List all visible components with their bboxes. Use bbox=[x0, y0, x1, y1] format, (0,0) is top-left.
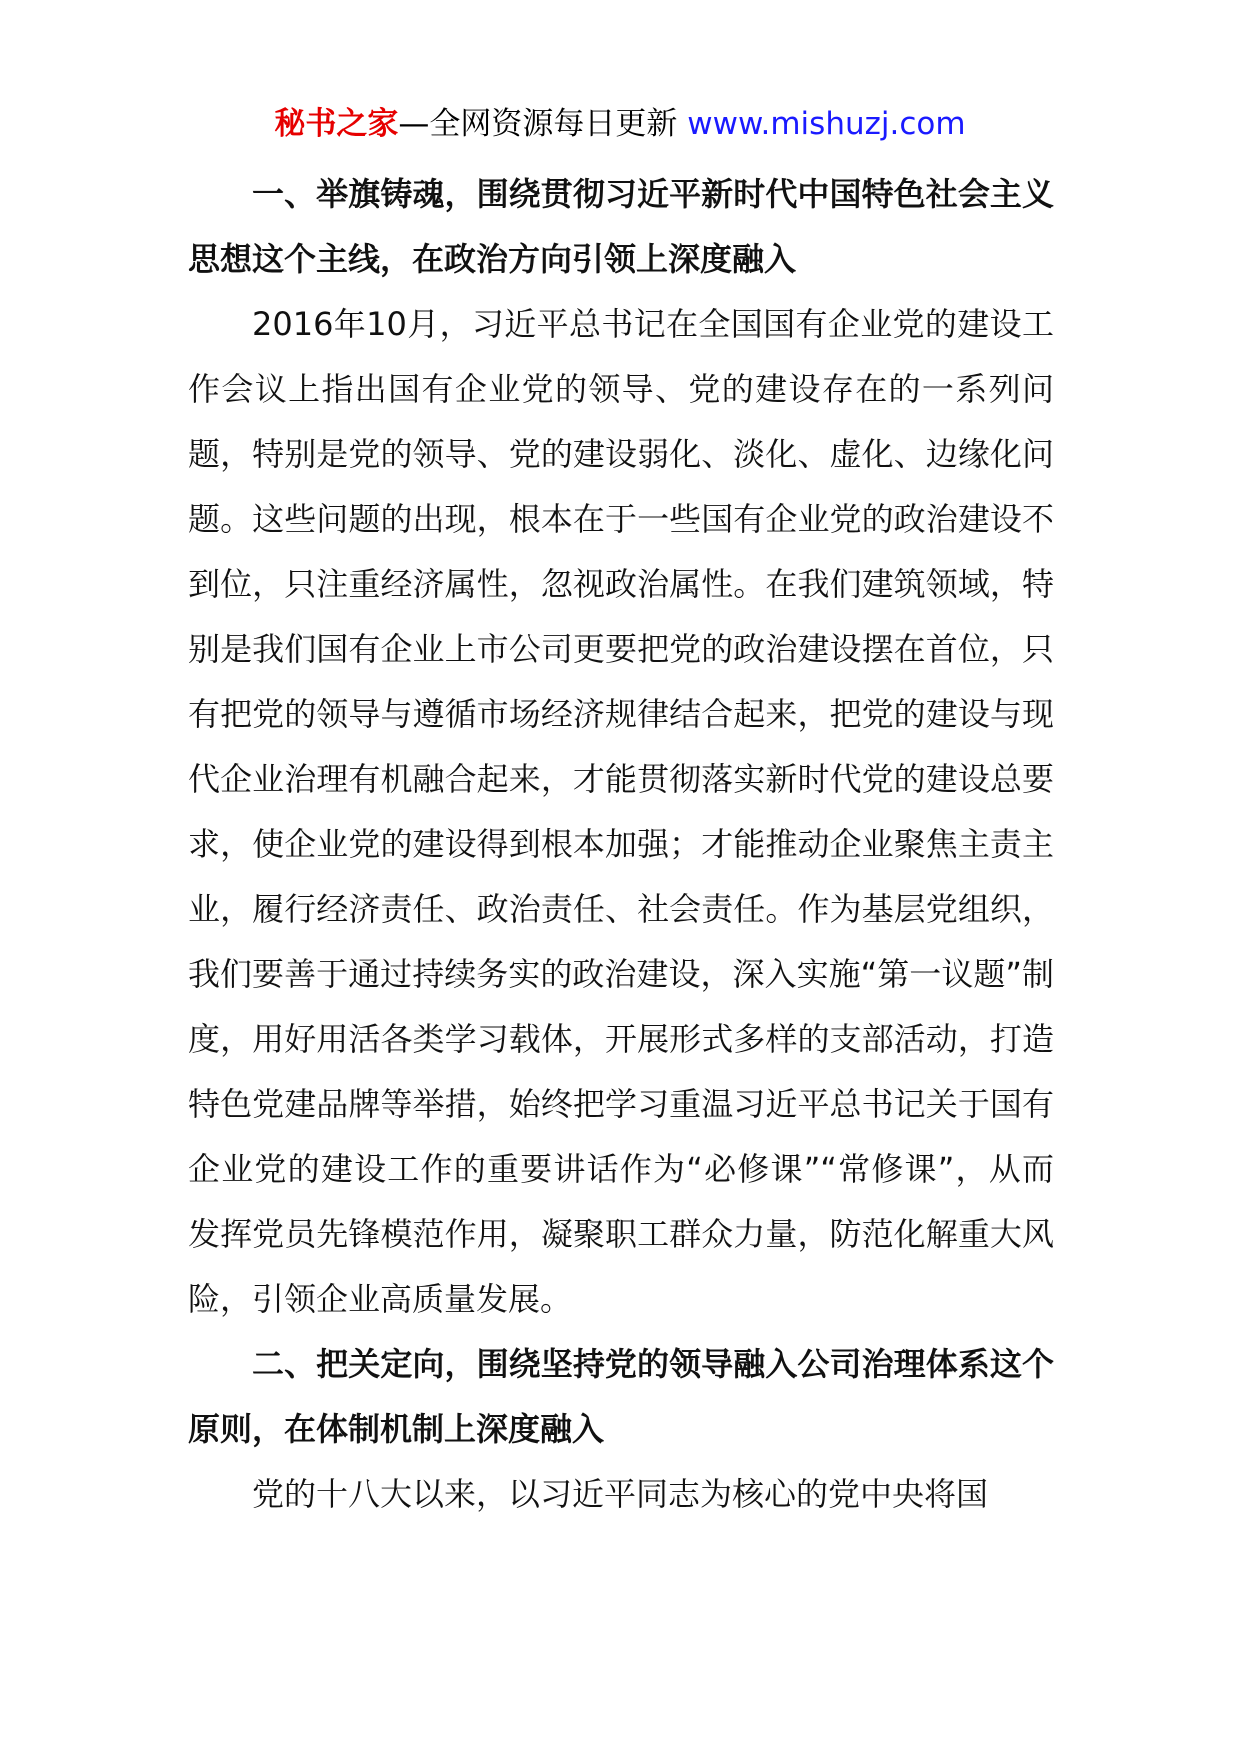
section-heading-1: 一、举旗铸魂，围绕贯彻习近平新时代中国特色社会主义思想这个主线，在政治方向引领上深度融入 bbox=[188, 175, 1054, 278]
document-body bbox=[188, 162, 1054, 1527]
paragraph-2: 党的十八大以来，以习近平同志为核心的党中央将国 bbox=[252, 1475, 989, 1513]
paragraph-1: 2016年10月，习近平总书记在全国国有企业党的建设工作会议上指出国有企业党的领导、党的建设存在的一系列问题，特别是党的领导、党的建设弱化、淡化、虚化、边缘化问题。这些问题的出现，根本在于一些国有企业党的政治建设不到位，只注重经济属性，忽视政治属性。在我们建筑领域，特别是我们国有企业上市公司更要把党的政治建设摆在首位，只有把党的领导与遵循市场经济规律结合起来，把党的建设与现代企业治理有机融合起来，才能贯彻落实新时代党的建设总要求，使企业党的建设得到根本加强；才能推动企业聚焦主责主业，履行经济责任、政治责任、社会责任。作为基层党组织，我们要善于通过持续务实的政治建设，深入实施“第一议题”制度，用好用活各类学习载体，开展形式多样的支部活动，打造特色党建品牌等举措，始终把学习重温习近平总书记关于国有企业党的建设工作的重要讲话作为“必修课”“常修课”，从而发挥党员先锋模范作用，凝聚职工群众力量，防范化解重大风险，引领企业高质量发展。 bbox=[188, 305, 1054, 1318]
section-heading-2: 二、把关定向，围绕坚持党的领导融入公司治理体系这个原则，在体制机制上深度融入 bbox=[188, 1345, 1054, 1448]
header-slogan: —全网资源每日更新 bbox=[398, 106, 678, 142]
page-header bbox=[0, 100, 1240, 148]
site-url-link[interactable]: www.mishuzj.com bbox=[687, 106, 966, 142]
brand-name: 秘书之家 bbox=[274, 106, 399, 142]
